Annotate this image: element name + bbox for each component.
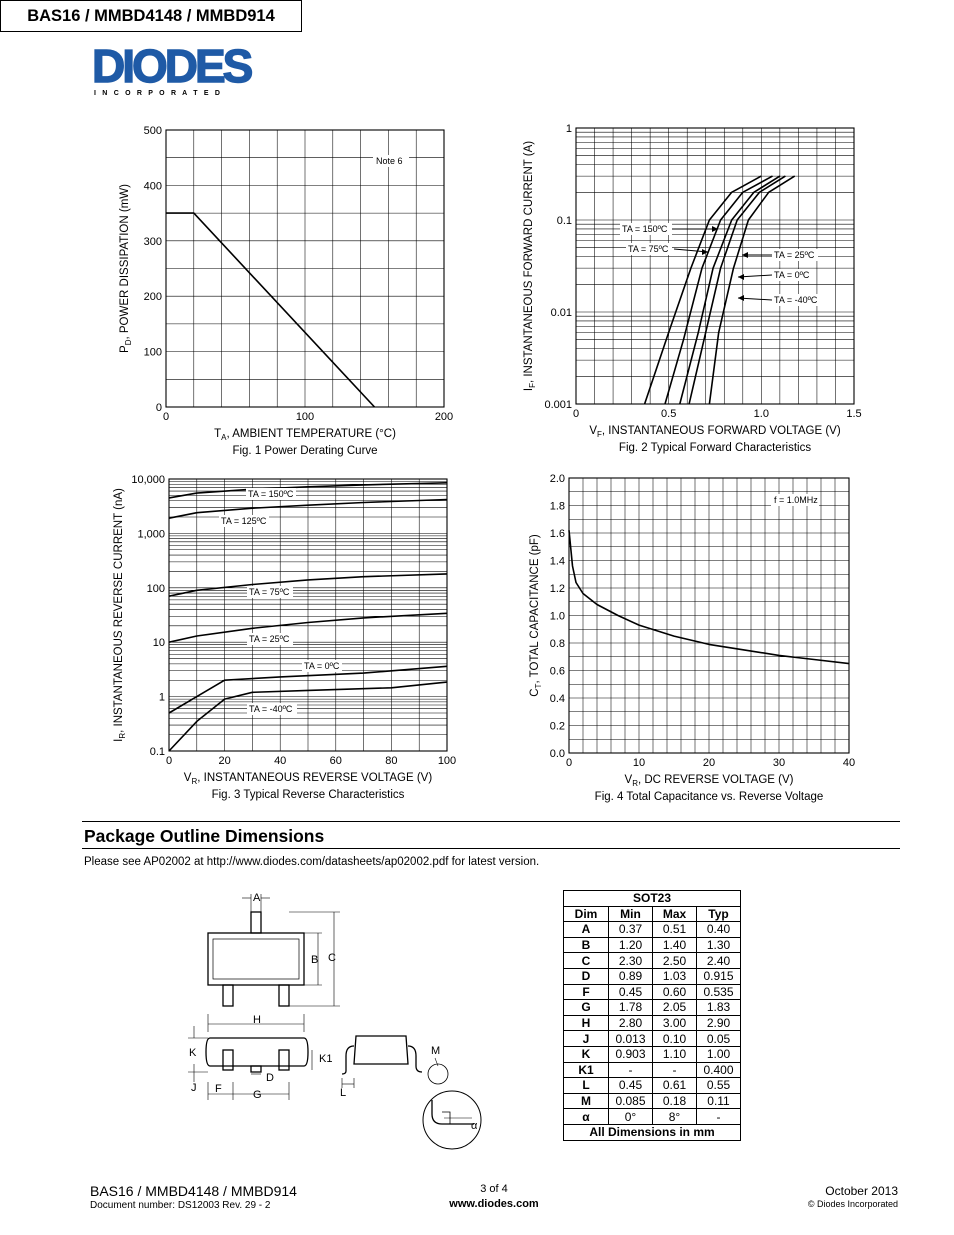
- dim-label-l: L: [340, 1087, 347, 1099]
- table-cell: 8°: [653, 1109, 697, 1125]
- chart3-series-label: TA = 0ºC: [304, 661, 340, 671]
- chart1-y-tick-label: 300: [143, 235, 162, 248]
- table-cell: 0.18: [653, 1093, 697, 1109]
- chart2-ylabel-rest: , INSTANTANEOUS FORWARD CURRENT (A): [523, 140, 535, 384]
- table-cell: 0.45: [609, 984, 653, 1000]
- table-cell: 0.085: [609, 1093, 653, 1109]
- chart3-x-tick-label: 100: [437, 755, 457, 767]
- chart3-x-tick-label: 80: [385, 755, 398, 767]
- table-cell: G: [564, 1000, 609, 1016]
- table-cell: 2.80: [609, 1015, 653, 1031]
- chart2-series-line: [689, 176, 785, 404]
- chart1-ylabel-sub: D: [124, 339, 133, 346]
- table-cell: 0.10: [653, 1031, 697, 1047]
- chart3-y-tick-label: 10: [152, 637, 165, 650]
- table-cell: K1: [564, 1062, 609, 1078]
- table-row: [564, 937, 741, 953]
- chart2-xlabel-rest: , INSTANTANEOUS FORWARD VOLTAGE (V): [601, 425, 841, 437]
- chart2-ylabel-main: I: [523, 387, 535, 392]
- table-cell: α: [564, 1109, 609, 1125]
- chart2-xlabel-sub: F: [597, 430, 602, 439]
- table-row: [564, 1093, 741, 1109]
- chart3-ylabel-rest: , INSTANTANEOUS REVERSE CURRENT (nA): [113, 488, 125, 733]
- dim-label-m: M: [431, 1045, 441, 1057]
- chart2-series-label: TA = 25ºC: [774, 250, 815, 260]
- table-cell: C: [564, 953, 609, 969]
- table-header-dim: Dim: [564, 906, 609, 922]
- table-cell: 1.00: [697, 1046, 741, 1062]
- chart2-xlabel-main: V: [589, 425, 598, 437]
- chart4-caption: Fig. 4 Total Capacitance vs. Reverse Voltage: [594, 791, 824, 803]
- fig3-reverse-characteristics-chart: [108, 470, 464, 810]
- diodes-logo: [92, 44, 292, 100]
- table-cell: 0.400: [697, 1062, 741, 1078]
- table-cell: B: [564, 937, 609, 953]
- chart4-xlabel-title: [625, 774, 794, 788]
- table-cell: 2.90: [697, 1015, 741, 1031]
- chart4-annotation: f = 1.0MHz: [774, 495, 818, 505]
- chart2-y-tick-label: 1: [565, 123, 572, 135]
- chart3-ylabel-sub: R: [118, 732, 127, 739]
- chart3-x-tick-label: 0: [165, 755, 173, 767]
- table-cell: 2.40: [697, 953, 741, 969]
- table-cell: 1.10: [653, 1046, 697, 1062]
- footer-part-numbers: BAS16 / MMBD4148 / MMBD914: [90, 1183, 297, 1199]
- chart4-x-tick-label: 10: [632, 757, 646, 769]
- dim-label-g: G: [253, 1089, 262, 1101]
- table-cell: 1.30: [697, 937, 741, 953]
- chart3-xlabel-sub: R: [191, 777, 198, 786]
- table-cell: 0°: [609, 1109, 653, 1125]
- table-cell: 0.37: [609, 922, 653, 938]
- dim-label-b: B: [311, 954, 319, 966]
- chart4-xlabel-rest: , DC REVERSE VOLTAGE (V): [637, 774, 794, 786]
- table-cell: 1.78: [609, 1000, 653, 1016]
- chart3-ylabel-main: I: [113, 738, 125, 742]
- chart2-y-tick-label: 0.1: [556, 215, 572, 227]
- chart1-xlabel-title: [214, 428, 396, 442]
- chart2-series-label: TA = 150ºC: [622, 224, 668, 234]
- table-cell: L: [564, 1078, 609, 1094]
- table-cell: 3.00: [653, 1015, 697, 1031]
- table-cell: A: [564, 922, 609, 938]
- chart4-y-tick-label: 0.2: [549, 720, 565, 733]
- section-rule-top: [82, 821, 900, 822]
- chart1-annotation: Note 6: [376, 156, 403, 166]
- table-row: [564, 984, 741, 1000]
- chart2-series-label: TA = 75ºC: [628, 244, 669, 254]
- chart1-caption: Fig. 1 Power Derating Curve: [232, 445, 378, 457]
- document-title: BAS16 / MMBD4148 / MMBD914: [0, 0, 302, 32]
- chart4-ylabel-title: [529, 534, 543, 697]
- dim-label-alpha: α: [471, 1120, 478, 1132]
- chart1-ylabel-title: [119, 184, 133, 353]
- table-cell: -: [609, 1062, 653, 1078]
- chart2-arrow-head: [738, 274, 744, 280]
- table-cell: 1.03: [653, 968, 697, 984]
- table-row: [564, 968, 741, 984]
- fig4-capacitance-chart: [520, 470, 876, 810]
- chart3-y-tick-label: 100: [146, 582, 165, 595]
- table-cell: 0.61: [653, 1078, 697, 1094]
- table-row: [564, 953, 741, 969]
- table-row: [564, 1046, 741, 1062]
- chart1-y-tick-label: 500: [143, 125, 162, 137]
- chart3-series-label: TA = 25ºC: [249, 634, 290, 644]
- chart1-x-tick-label: 0: [162, 411, 170, 423]
- table-row: [564, 1000, 741, 1016]
- chart3-y-tick-label: 10,000: [131, 474, 165, 486]
- chart3-x-tick-label: 60: [329, 755, 342, 767]
- dim-label-k: K: [189, 1047, 197, 1059]
- table-cell: 0.535: [697, 984, 741, 1000]
- chart4-y-tick-label: 1.8: [549, 500, 565, 513]
- chart1-xlabel-main: T: [214, 428, 222, 440]
- chart4-ylabel-sub: T: [534, 683, 543, 689]
- footer-date: October 2013: [825, 1184, 898, 1198]
- table-cell: 1.20: [609, 937, 653, 953]
- chart2-series-line: [680, 176, 780, 404]
- table-header-min: Min: [609, 906, 653, 922]
- table-cell: 2.30: [609, 953, 653, 969]
- section-title: Package Outline Dimensions: [84, 826, 325, 846]
- chart1-y-tick-label: 0: [155, 402, 162, 414]
- chart1-y-tick-label: 100: [143, 346, 162, 359]
- table-cell: M: [564, 1093, 609, 1109]
- dim-label-j: J: [191, 1082, 197, 1094]
- logo-text: DIODES: [92, 44, 251, 92]
- chart2-x-tick-label: 0.5: [661, 408, 677, 420]
- table-row: [564, 1109, 741, 1125]
- footer-website-link[interactable]: www.diodes.com: [449, 1198, 539, 1210]
- chart3-xlabel-title: [184, 772, 433, 786]
- dim-label-k1: K1: [319, 1053, 333, 1065]
- chart4-x-tick-label: 30: [772, 757, 786, 769]
- chart4-xlabel-sub: R: [632, 779, 638, 788]
- table-cell: H: [564, 1015, 609, 1031]
- sot23-dimension-table: [563, 890, 741, 1141]
- chart4-x-tick-label: 20: [702, 757, 716, 769]
- chart4-xlabel-main: V: [624, 774, 633, 786]
- chart2-arrow-head: [738, 295, 744, 301]
- chart2-y-tick-label: 0.001: [544, 399, 572, 411]
- table-row: [564, 1078, 741, 1094]
- section-rule-bottom: [82, 848, 900, 849]
- table-cell: 2.50: [653, 953, 697, 969]
- table-cell: K: [564, 1046, 609, 1062]
- chart4-y-tick-label: 1.6: [549, 528, 565, 540]
- chart4-y-tick-label: 1.4: [549, 555, 565, 568]
- chart3-series-label: TA = 150ºC: [248, 489, 294, 499]
- chart3-x-tick-label: 20: [218, 755, 231, 767]
- table-row: [564, 922, 741, 938]
- chart4-y-tick-label: 0.8: [549, 638, 565, 650]
- chart2-series-label: TA = 0ºC: [774, 270, 810, 280]
- table-cell: 0.51: [653, 922, 697, 938]
- chart4-y-tick-label: 1.0: [549, 610, 565, 623]
- dim-label-c: C: [328, 952, 336, 964]
- chart4-y-tick-label: 2.0: [549, 473, 565, 485]
- chart2-xlabel-title: [589, 425, 840, 439]
- table-cell: 0.013: [609, 1031, 653, 1047]
- chart3-ylabel-title: [113, 488, 127, 742]
- package-note: Please see AP02002 at http://www.diodes.com/datasheets/ap02002.pdf for latest version.: [84, 856, 540, 868]
- table-cell: D: [564, 968, 609, 984]
- table-row: [564, 1062, 741, 1078]
- chart1-xlabel-sub: A: [221, 433, 227, 442]
- chart3-y-tick-label: 1,000: [137, 528, 165, 541]
- table-cell: J: [564, 1031, 609, 1047]
- sot23-package-drawing: [180, 886, 510, 1156]
- table-cell: 1.83: [697, 1000, 741, 1016]
- chart4-ylabel-main: C: [529, 688, 541, 697]
- chart4-x-tick-label: 40: [842, 757, 856, 769]
- table-cell: F: [564, 984, 609, 1000]
- chart4-y-tick-label: 0.6: [549, 665, 565, 678]
- chart2-x-tick-label: 0: [572, 408, 580, 420]
- chart1-x-tick-label: 100: [295, 411, 315, 423]
- chart1-x-tick-label: 200: [434, 411, 454, 423]
- chart2-x-tick-label: 1.5: [846, 408, 862, 420]
- chart3-series-label: TA = 75ºC: [249, 587, 290, 597]
- dim-label-a: A: [253, 892, 261, 904]
- footer-page-number: 3 of 4: [480, 1183, 508, 1195]
- dim-label-d: D: [266, 1072, 274, 1084]
- table-cell: 0.903: [609, 1046, 653, 1062]
- table-row: [564, 1031, 741, 1047]
- fig1-power-derating-chart: [110, 122, 460, 462]
- chart3-series-label: TA = 125ºC: [221, 516, 267, 526]
- chart4-y-tick-label: 0.0: [549, 748, 565, 760]
- chart3-xlabel-rest: , INSTANTANEOUS REVERSE VOLTAGE (V): [197, 772, 433, 784]
- dim-label-h: H: [253, 1014, 261, 1026]
- table-row: [564, 1015, 741, 1031]
- table-cell: 1.40: [653, 937, 697, 953]
- table-header-typ: Typ: [697, 906, 741, 922]
- chart2-caption: Fig. 2 Typical Forward Characteristics: [618, 442, 812, 454]
- fig2-forward-characteristics-chart: [518, 122, 888, 458]
- logo-subtext: I N C O R P O R A T E D: [94, 90, 223, 97]
- footer-document-number: Document number: DS12003 Rev. 29 - 2: [90, 1200, 271, 1211]
- chart4-y-tick-label: 0.4: [549, 693, 565, 705]
- chart2-x-tick-label: 1.0: [753, 408, 769, 420]
- chart3-x-tick-label: 40: [274, 755, 287, 767]
- chart3-caption: Fig. 3 Typical Reverse Characteristics: [211, 789, 405, 801]
- table-cell: -: [697, 1109, 741, 1125]
- chart4-y-tick-label: 1.2: [549, 583, 565, 595]
- chart2-ylabel-title: [523, 141, 537, 391]
- table-cell: 0.45: [609, 1078, 653, 1094]
- table-cell: -: [653, 1062, 697, 1078]
- chart1-grid: [166, 130, 444, 407]
- chart2-y-tick-label: 0.01: [550, 307, 572, 319]
- table-title: SOT23: [564, 891, 741, 907]
- chart4-x-tick-label: 0: [565, 757, 573, 769]
- footer-copyright: © Diodes Incorporated: [807, 1199, 898, 1209]
- chart2-series-line: [709, 176, 794, 404]
- chart1-ylabel-main: P: [119, 345, 131, 353]
- table-cell: 0.11: [697, 1093, 741, 1109]
- chart3-series-label: TA = -40ºC: [249, 704, 293, 714]
- table-cell: 0.915: [697, 968, 741, 984]
- chart4-ylabel-rest: , TOTAL CAPACITANCE (pF): [529, 534, 541, 684]
- table-header-max: Max: [653, 906, 697, 922]
- table-cell: 0.55: [697, 1078, 741, 1094]
- chart1-ylabel-rest: , POWER DISSIPATION (mW): [119, 184, 131, 340]
- chart2-ylabel-sub: F: [528, 383, 537, 388]
- chart1-xlabel-rest: , AMBIENT TEMPERATURE (°C): [226, 428, 396, 440]
- table-cell: 0.40: [697, 922, 741, 938]
- chart1-y-tick-label: 400: [143, 180, 162, 193]
- chart2-series-label: TA = -40ºC: [774, 295, 818, 305]
- chart1-data-line: [166, 213, 375, 407]
- chart3-xlabel-main: V: [183, 772, 192, 784]
- table-cell: 0.60: [653, 984, 697, 1000]
- chart3-y-tick-label: 0.1: [149, 746, 165, 758]
- table-cell: 2.05: [653, 1000, 697, 1016]
- chart4-grid: [569, 478, 849, 753]
- chart1-y-tick-label: 200: [143, 291, 162, 304]
- table-cell: 0.89: [609, 968, 653, 984]
- chart3-y-tick-label: 1: [158, 691, 165, 704]
- table-cell: 0.05: [697, 1031, 741, 1047]
- chart2-series-line: [645, 176, 762, 404]
- dim-label-f: F: [215, 1083, 222, 1095]
- table-footer: All Dimensions in mm: [564, 1124, 741, 1140]
